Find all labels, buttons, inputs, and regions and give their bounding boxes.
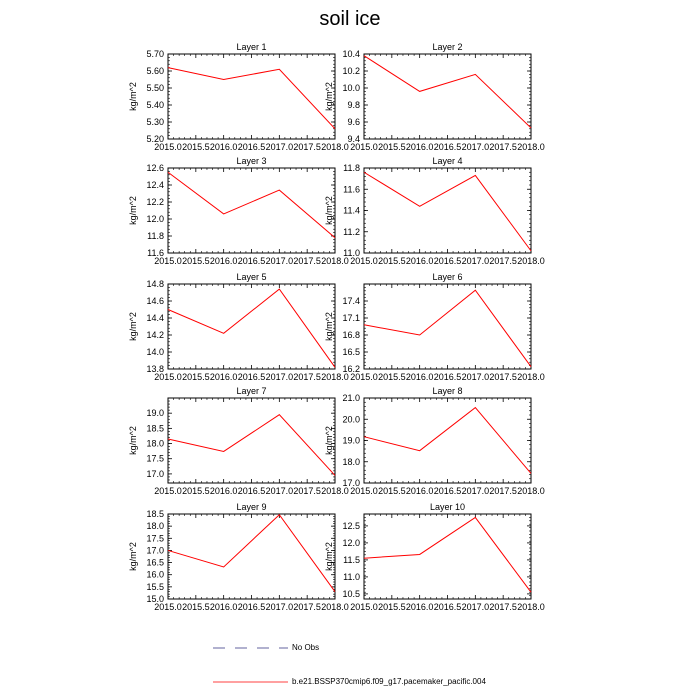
legend-model-run (0, 673, 700, 693)
x-tick-label-layer-7: 2018.0 (321, 486, 349, 496)
x-tick-label-layer-5: 2017.5 (293, 372, 321, 382)
y-tick-label-layer-3: 12.2 (146, 197, 164, 207)
x-tick-label-layer-3: 2015.0 (154, 256, 182, 266)
legend-no-obs-label: No Obs (292, 643, 320, 652)
y-tick-label-layer-10: 12.0 (342, 537, 360, 548)
x-tick-label-layer-7: 2017.5 (293, 486, 321, 496)
x-tick-label-layer-10: 2017.5 (489, 602, 517, 612)
y-tick-label-layer-7: 18.0 (146, 438, 164, 449)
x-tick-label-layer-2: 2017.0 (461, 142, 490, 152)
chart-panel-layer-10 (324, 502, 545, 612)
y-tick-label-layer-9: 18.0 (146, 521, 164, 532)
x-tick-label-layer-8: 2017.0 (461, 486, 490, 496)
x-tick-label-layer-8: 2015.0 (350, 486, 378, 496)
panel-title-layer-4: Layer 4 (432, 156, 463, 166)
y-tick-label-layer-1: 5.30 (146, 117, 164, 127)
y-tick-label-layer-9: 17.0 (146, 545, 164, 556)
series-line-layer-6 (364, 290, 531, 367)
y-tick-label-layer-8: 21.0 (342, 393, 360, 403)
series-line-layer-10 (364, 517, 531, 592)
x-tick-label-layer-10: 2015.0 (350, 602, 378, 612)
y-tick-label-layer-7: 17.0 (146, 468, 164, 479)
y-tick-label-layer-4: 11.0 (343, 248, 360, 258)
panel-title-layer-1: Layer 1 (236, 42, 267, 52)
y-tick-label-layer-4: 11.4 (343, 205, 360, 216)
y-axis-title-layer-1: kg/m^2 (128, 82, 138, 111)
x-tick-label-layer-6: 2018.0 (517, 372, 545, 382)
x-tick-label-layer-1: 2015.5 (182, 142, 210, 152)
y-tick-label-layer-10: 12.5 (342, 520, 360, 531)
x-tick-label-layer-10: 2018.0 (517, 602, 545, 612)
y-tick-label-layer-2: 10.2 (342, 66, 360, 76)
y-tick-label-layer-2: 9.6 (347, 117, 360, 127)
x-tick-label-layer-6: 2015.5 (378, 372, 406, 382)
x-tick-label-layer-9: 2017.0 (265, 602, 294, 612)
plot-frame-layer-7 (168, 398, 335, 483)
y-tick-label-layer-7: 19.0 (146, 408, 164, 419)
panel-title-layer-10: Layer 10 (429, 502, 466, 512)
y-axis-title-layer-8: kg/m^2 (324, 426, 334, 455)
panel-title-layer-9: Layer 9 (236, 502, 267, 512)
x-tick-label-layer-6: 2017.0 (461, 372, 490, 382)
series-line-layer-4 (364, 172, 531, 251)
x-tick-label-layer-10: 2016.0 (405, 602, 434, 612)
x-tick-label-layer-8: 2018.0 (517, 486, 545, 496)
y-tick-label-layer-10: 11.0 (343, 571, 360, 582)
x-tick-label-layer-3: 2018.0 (321, 256, 349, 266)
x-tick-label-layer-7: 2016.5 (237, 486, 266, 496)
x-tick-label-layer-4: 2017.5 (489, 256, 517, 266)
chart-panel-layer-6 (324, 272, 545, 382)
figure-title: soil ice (319, 8, 381, 30)
y-tick-label-layer-5: 14.6 (146, 296, 164, 306)
x-tick-label-layer-7: 2015.0 (154, 486, 182, 496)
x-tick-label-layer-9: 2016.5 (237, 602, 266, 612)
y-tick-label-layer-4: 11.2 (343, 226, 360, 237)
chart-panel-layer-3 (128, 156, 349, 266)
x-tick-label-layer-8: 2016.5 (433, 486, 462, 496)
x-tick-label-layer-7: 2016.0 (209, 486, 238, 496)
x-tick-label-layer-4: 2018.0 (517, 256, 545, 266)
chart-panel-layer-5 (128, 272, 349, 382)
plot-frame-layer-8 (364, 398, 531, 483)
y-axis-title-layer-5: kg/m^2 (128, 312, 138, 341)
x-tick-label-layer-9: 2015.5 (182, 602, 210, 612)
plot-frame-layer-6 (364, 284, 531, 369)
series-line-layer-7 (168, 415, 335, 476)
y-tick-label-layer-6: 16.5 (342, 347, 360, 357)
y-tick-label-layer-3: 12.6 (146, 163, 164, 173)
y-axis-title-layer-10: kg/m^2 (324, 542, 334, 571)
x-tick-label-layer-4: 2016.0 (405, 256, 434, 266)
x-tick-label-layer-7: 2017.0 (265, 486, 294, 496)
x-tick-label-layer-3: 2015.5 (182, 256, 210, 266)
y-tick-label-layer-3: 12.4 (146, 180, 164, 190)
chart-panel-layer-4 (324, 156, 545, 266)
x-tick-label-layer-2: 2017.5 (489, 142, 517, 152)
legend-no-obs (0, 639, 700, 659)
legend-no-obs-swatch (0, 639, 700, 659)
y-tick-label-layer-1: 5.40 (146, 100, 164, 110)
x-tick-label-layer-9: 2018.0 (321, 602, 349, 612)
y-tick-label-layer-7: 17.5 (146, 453, 164, 464)
y-tick-label-layer-10: 10.5 (342, 588, 360, 599)
y-tick-label-layer-1: 5.50 (146, 83, 164, 93)
y-tick-label-layer-6: 16.2 (342, 364, 360, 374)
x-tick-label-layer-9: 2016.0 (209, 602, 238, 612)
y-axis-title-layer-4: kg/m^2 (324, 196, 334, 225)
x-tick-label-layer-1: 2016.5 (237, 142, 266, 152)
series-line-layer-9 (168, 515, 335, 592)
x-tick-label-layer-4: 2015.5 (378, 256, 406, 266)
y-tick-label-layer-9: 15.5 (146, 581, 164, 592)
x-tick-label-layer-3: 2017.5 (293, 256, 321, 266)
y-tick-label-layer-5: 14.2 (146, 330, 164, 340)
y-tick-label-layer-8: 17.0 (342, 478, 360, 488)
y-tick-label-layer-5: 14.0 (146, 347, 164, 357)
y-tick-label-layer-3: 11.8 (147, 231, 164, 241)
chart-panel-layer-1 (128, 42, 349, 152)
x-tick-label-layer-1: 2016.0 (209, 142, 238, 152)
y-tick-label-layer-9: 15.0 (146, 594, 164, 604)
x-tick-label-layer-8: 2017.5 (489, 486, 517, 496)
x-tick-label-layer-2: 2015.0 (350, 142, 378, 152)
y-axis-title-layer-3: kg/m^2 (128, 196, 138, 225)
y-tick-label-layer-1: 5.70 (146, 49, 164, 59)
x-tick-label-layer-5: 2015.5 (182, 372, 210, 382)
y-tick-label-layer-10: 11.5 (343, 554, 360, 565)
plot-frame-layer-3 (168, 168, 335, 253)
y-axis-title-layer-2: kg/m^2 (324, 82, 334, 111)
x-tick-label-layer-10: 2015.5 (378, 602, 406, 612)
x-tick-label-layer-6: 2015.0 (350, 372, 378, 382)
series-line-layer-1 (168, 68, 335, 129)
y-tick-label-layer-4: 11.8 (343, 163, 360, 173)
y-tick-label-layer-8: 20.0 (342, 414, 360, 425)
x-tick-label-layer-5: 2017.0 (265, 372, 294, 382)
y-tick-label-layer-7: 18.5 (146, 423, 164, 434)
x-tick-label-layer-6: 2017.5 (489, 372, 517, 382)
y-axis-title-layer-7: kg/m^2 (128, 426, 138, 455)
y-tick-label-layer-2: 9.8 (347, 100, 360, 110)
plot-frame-layer-4 (364, 168, 531, 253)
x-tick-label-layer-10: 2016.5 (433, 602, 462, 612)
panel-title-layer-8: Layer 8 (432, 386, 463, 396)
x-tick-label-layer-5: 2016.5 (237, 372, 266, 382)
x-tick-label-layer-6: 2016.0 (405, 372, 434, 382)
y-tick-label-layer-2: 9.4 (347, 134, 360, 144)
y-tick-label-layer-2: 10.0 (342, 83, 360, 93)
y-tick-label-layer-5: 13.8 (146, 364, 164, 374)
series-line-layer-5 (168, 289, 335, 367)
x-tick-label-layer-2: 2016.0 (405, 142, 434, 152)
y-tick-label-layer-9: 17.5 (146, 533, 164, 544)
x-tick-label-layer-1: 2015.0 (154, 142, 182, 152)
x-tick-label-layer-1: 2018.0 (321, 142, 349, 152)
y-tick-label-layer-9: 16.0 (146, 569, 164, 580)
y-tick-label-layer-9: 18.5 (146, 509, 164, 519)
x-tick-label-layer-3: 2017.0 (265, 256, 294, 266)
x-tick-label-layer-2: 2016.5 (433, 142, 462, 152)
y-tick-label-layer-6: 17.1 (342, 313, 360, 323)
panel-title-layer-5: Layer 5 (236, 272, 267, 282)
y-tick-label-layer-5: 14.8 (146, 279, 164, 289)
x-tick-label-layer-5: 2018.0 (321, 372, 349, 382)
panel-title-layer-6: Layer 6 (432, 272, 463, 282)
y-tick-label-layer-9: 16.5 (146, 557, 164, 568)
x-tick-label-layer-6: 2016.5 (433, 372, 462, 382)
x-tick-label-layer-5: 2015.0 (154, 372, 182, 382)
panel-title-layer-2: Layer 2 (432, 42, 463, 52)
x-tick-label-layer-2: 2018.0 (517, 142, 545, 152)
legend-model-run-label: b.e21.BSSP370cmip6.f09_g17.pacemaker_pacific.004 (292, 677, 486, 686)
x-tick-label-layer-7: 2015.5 (182, 486, 210, 496)
y-tick-label-layer-6: 17.4 (342, 296, 360, 306)
chart-panel-layer-9 (128, 502, 349, 612)
plot-frame-layer-1 (168, 54, 335, 139)
y-tick-label-layer-1: 5.60 (146, 66, 164, 76)
y-tick-label-layer-2: 10.4 (342, 49, 360, 59)
y-tick-label-layer-1: 5.20 (146, 134, 164, 144)
x-tick-label-layer-8: 2015.5 (378, 486, 406, 496)
x-tick-label-layer-8: 2016.0 (405, 486, 434, 496)
x-tick-label-layer-4: 2015.0 (350, 256, 378, 266)
y-tick-label-layer-8: 19.0 (342, 435, 360, 446)
chart-panel-layer-7 (128, 386, 349, 496)
plot-frame-layer-2 (364, 54, 531, 139)
chart-panel-layer-8 (324, 386, 545, 496)
x-tick-label-layer-9: 2015.0 (154, 602, 182, 612)
panel-title-layer-3: Layer 3 (236, 156, 267, 166)
series-line-layer-8 (364, 408, 531, 474)
x-tick-label-layer-1: 2017.5 (293, 142, 321, 152)
series-line-layer-2 (364, 56, 531, 128)
y-tick-label-layer-3: 11.6 (147, 248, 164, 258)
y-axis-title-layer-6: kg/m^2 (324, 312, 334, 341)
x-tick-label-layer-9: 2017.5 (293, 602, 321, 612)
x-tick-label-layer-10: 2017.0 (461, 602, 490, 612)
y-tick-label-layer-6: 16.8 (342, 330, 360, 340)
series-line-layer-3 (168, 172, 335, 237)
x-tick-label-layer-4: 2017.0 (461, 256, 490, 266)
y-tick-label-layer-3: 12.0 (146, 214, 164, 224)
y-tick-label-layer-4: 11.6 (343, 184, 360, 195)
x-tick-label-layer-3: 2016.5 (237, 256, 266, 266)
x-tick-label-layer-1: 2017.0 (265, 142, 294, 152)
plot-frame-layer-5 (168, 284, 335, 369)
x-tick-label-layer-2: 2015.5 (378, 142, 406, 152)
y-axis-title-layer-9: kg/m^2 (128, 542, 138, 571)
x-tick-label-layer-4: 2016.5 (433, 256, 462, 266)
y-tick-label-layer-5: 14.4 (146, 313, 164, 323)
x-tick-label-layer-3: 2016.0 (209, 256, 238, 266)
chart-panel-layer-2 (324, 42, 545, 152)
y-tick-label-layer-8: 18.0 (342, 456, 360, 467)
panel-title-layer-7: Layer 7 (236, 386, 267, 396)
x-tick-label-layer-5: 2016.0 (209, 372, 238, 382)
